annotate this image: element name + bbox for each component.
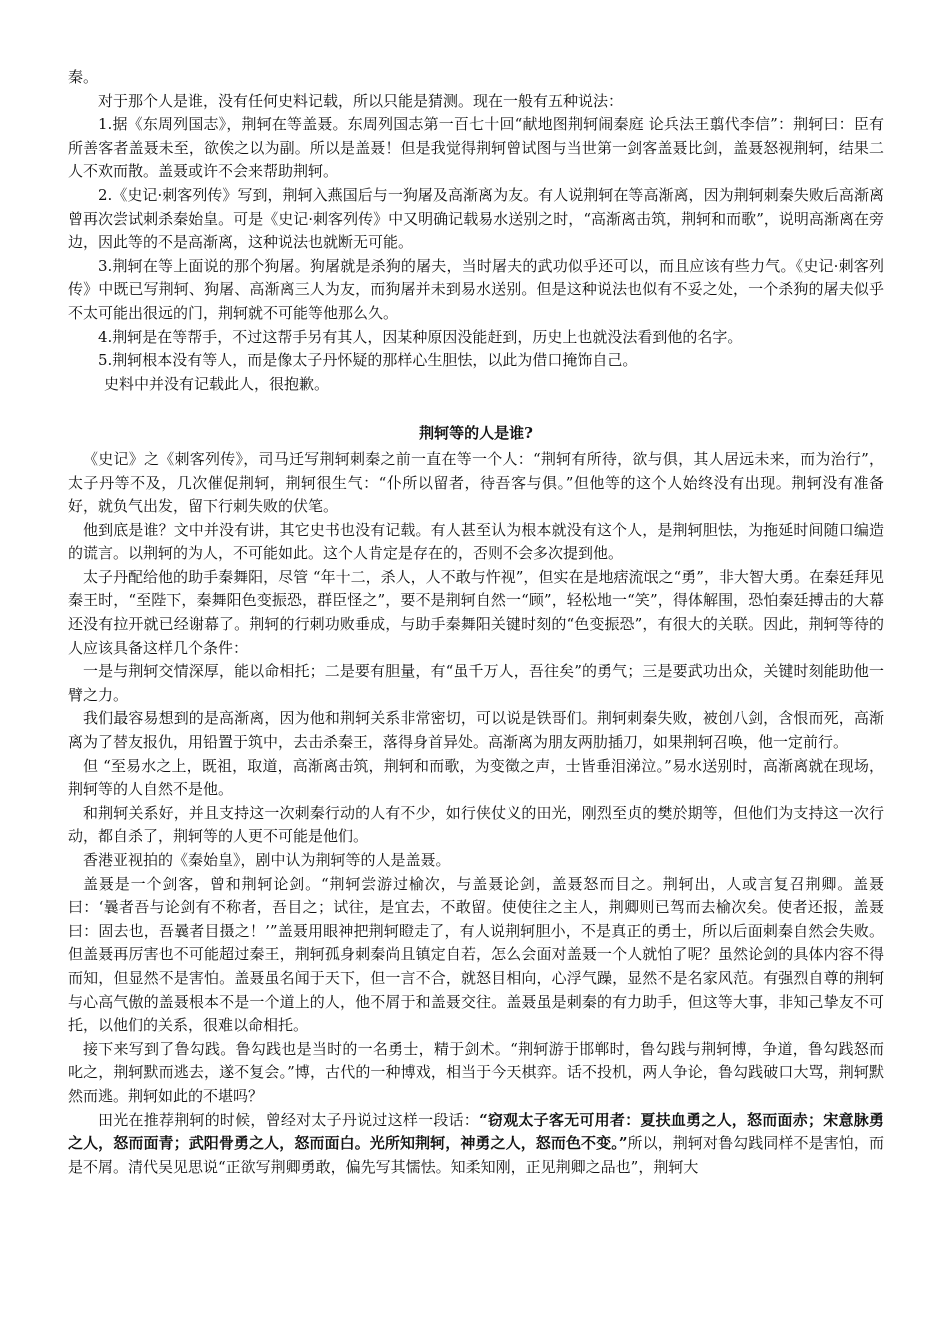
- list-item-4: 4.荆轲是在等帮手，不过这帮手另有其人，因某种原因没能赶到，历史上也就没法看到他的名字。: [98, 327, 743, 346]
- list-item-1: 1.据《东周列国志》，荆轲在等盖聂。东周列国志第一百七十回“献地图荆轲闹秦庭 论兵法王翦代李信”：荆轲曰：臣有所善客者盖聂未至，欲俟之以为副。所以是盖聂！但是我觉得荆轲曾试图与当世第一剑客盖聂比剑，盖聂怒视荆轲，结果二人不欢而散。盖聂或许不会来帮助荆轲。: [68, 115, 884, 181]
- paragraph-2: 他到底是谁？文中并没有讲，其它史书也没有记载。有人甚至认为根本就没有这个人，是荆轲胆怯，为拖延时间随口编造的谎言。以荆轲的为人，不可能如此。这个人肯定是存在的，否则不会多次提到他。: [68, 520, 884, 563]
- list-item-5: 5.荆轲根本没有等人，而是像太子丹怀疑的那样心生胆怯，以此为借口掩饰自己。: [98, 351, 638, 370]
- paragraph-1: 《史记》之《刺客列传》，司马迁写荆轲刺秦之前一直在等一个人：“荆轲有所待，欲与俱，其人居远未来，而为治行”，太子丹等不及，几次催促荆轲，荆轲很生气：“仆所以留者，待吾客与俱。”但他等的这个人始终没有出现。荆轲没有准备好，就负气出发，留下行刺失败的伏笔。: [68, 449, 884, 516]
- paragraph-7: 和荆轲关系好，并且支持这一次刺秦行动的人有不少，如行侠仗义的田光，刚烈至贞的樊於期等，但他们为支持这一次行动，都自杀了，荆轲等的人更不可能是他们。: [68, 803, 884, 846]
- paragraph-intro: 对于那个人是谁，没有任何史料记载，所以只能是猜测。现在一般有五种说法：: [98, 91, 624, 110]
- paragraph-5: 我们最容易想到的是高渐离，因为他和荆轲关系非常密切，可以说是铁哥们。荆轲刺秦失败，被创八剑，含恨而死，高渐离为了替友报仇，用铅置于筑中，去击杀秦王，落得身首异处。高渐离为朋友两肋插刀，如果荆轲召唤，他一定前行。: [68, 709, 884, 752]
- paragraph-closing: 史料中并没有记载此人，很抱歉。: [104, 374, 330, 393]
- paragraph-10: 接下来写到了鲁勾践。鲁勾践也是当时的一名勇士，精于剑术。“荆轲游于邯郸时，鲁勾践与荆轲博，争道，鲁勾践怒而叱之，荆轲默而逃去，遂不复会。”博，古代的一种博戏，相当于今天棋弈。话不投机，两人争论，鲁勾践破口大骂，荆轲默然而逃。荆轲如此的不堪吗？: [68, 1039, 884, 1105]
- list-item-3: 3.荆轲在等上面说的那个狗屠。狗屠就是杀狗的屠夫，当时屠夫的武功似乎还可以，而且应该有些力气。《史记·刺客列传》中既已写荆轲、狗屠、高渐离三人为友，而狗屠并未到易水送别。但是这种说法也似有不妥之处，一个杀狗的屠夫似乎不太可能出很远的门，荆轲就不可能等他那么久。: [68, 256, 884, 322]
- paragraph-11-quote: “窃观太子客无可用者：夏扶血勇之人，怒而面赤；宋意脉勇之人，怒而面青；武阳骨勇之人，怒而面白。光所知荆轲，神勇之人，怒而色不变。”: [68, 1110, 884, 1153]
- paragraph-8: 香港亚视拍的《秦始皇》，剧中认为荆轲等的人是盖聂。: [83, 851, 451, 869]
- paragraph-11: [68, 1109, 884, 1180]
- paragraph-6: 但 “至易水之上，既祖，取道，高渐离击筑，荆轲和而歌，为变徵之声，士皆垂泪涕泣。”易水送别时，高渐离就在现场，荆轲等的人自然不是他。: [68, 756, 884, 799]
- section-heading: 荆轲等的人是谁?: [419, 424, 533, 443]
- paragraph-4: 一是与荆轲交情深厚，能以命相托；二是要有胆量，有“虽千万人，吾往矣”的勇气；三是要武功出众，关键时刻能助他一臂之力。: [68, 662, 884, 704]
- document-page: [68, 66, 884, 1179]
- paragraph-11-lead: 田光在推荐荆轲的时候，曾经对太子丹说过这样一段话：: [98, 1110, 480, 1129]
- paragraph-9: 盖聂是一个剑客，曾和荆轲论剑。“荆轲尝游过榆次，与盖聂论剑，盖聂怒而目之。荆轲出，人或言复召荆卿。盖聂曰：‘曩者吾与论剑有不称者，吾目之；试往，是宜去，不敢留。使使往之主人，荆卿则已驾而去榆次矣。使者还报，盖聂曰：固去也，吾曩者目摄之！’”盖聂用眼神把荆轲瞪走了，有人说荆轲胆小，不是真正的勇士，所以后面刺秦自然会失败。但盖聂再厉害也不可能超过秦王，荆轲孤身刺秦尚且镇定自若，怎么会面对盖聂一个人就怕了呢？虽然论剑的具体内容不得而知，但显然不是害怕。盖聂虽名闻于天下，但一言不合，就怒目相向，心浮气躁，显然不是名家风范。有强烈自尊的荆轲与心高气傲的盖聂根本不是一个道上的人，他不屑于和盖聂交往。盖聂虽是刺秦的有力助手，但这等大事，非知己挚友不可托，以他们的关系，很难以命相托。: [68, 874, 884, 1035]
- paragraph-11-tail: 所以，荆轲对鲁勾践同样不是害怕，而是不屑。清代吴见思说“正欲写荆卿勇敢，偏先写其懦怯。知柔知刚，正见荆卿之品也”，荆轲大: [68, 1134, 884, 1176]
- paragraph-continuation: 秦。: [68, 68, 99, 86]
- paragraph-3: 太子丹配给他的助手秦舞阳，尽管 “年十二，杀人，人不敢与忤视”，但实在是地痞流氓之“勇”，非大智大勇。在秦廷拜见秦王时，“至陛下，秦舞阳色变振恐，群臣怪之”，要不是荆轲自然一“顾”，轻松地一“笑”，得体解围，恐怕秦廷搏击的大幕还没有拉开就已经谢幕了。荆轲的行刺功败垂成，与助手秦舞阳关键时刻的“色变振恐”，有很大的关联。因此，荆轲等待的人应该具备这样几个条件：: [68, 567, 884, 657]
- list-item-2: 2.《史记·刺客列传》写到，荆轲入燕国后与一狗屠及高渐离为友。有人说荆轲在等高渐离，因为荆轲刺秦失败后高渐离曾再次尝试刺杀秦始皇。可是《史记·刺客列传》中又明确记载易水送别之时，“高渐离击筑，荆轲和而歌”，说明高渐离在旁边，因此等的不是高渐离，这种说法也就断无可能。: [68, 185, 884, 252]
